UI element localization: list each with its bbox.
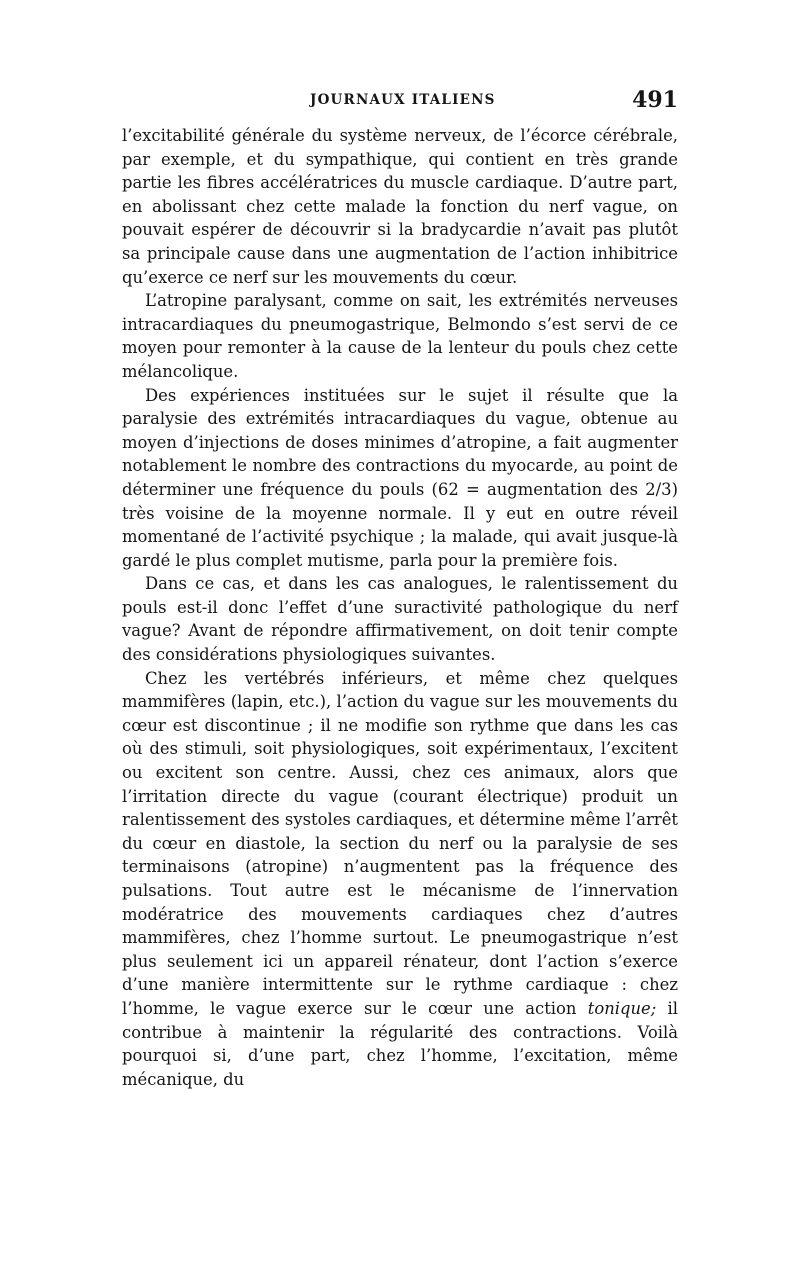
page-number: 491 [632, 87, 678, 113]
body-text [122, 124, 678, 1091]
paragraph-5-text-end: il contribue à maintenir la régularité des contractions. Voilà pourquoi si, d’une part, chez l’homme, l’excitation, même mécanique, du [122, 998, 678, 1089]
running-head [122, 87, 678, 124]
paragraph-5 [122, 667, 678, 1092]
paragraph-4: Dans ce cas, et dans les cas analogues, le ralentissement du pouls est-il donc l’effet d’une suractivité pathologique du nerf vague? Avant de répondre affirmativement, on doit tenir compte des considérations physiologiques suivantes. [122, 574, 678, 665]
book-page [122, 87, 678, 1091]
paragraph-5-text-start: Chez les vertébrés inférieurs, et même chez quelques mammifères (lapin, etc.), l’action du vague sur les mouvements du cœur est discontinue ; il ne modifie son rythme que dans les cas où des stimuli, soit physiologiques, soit expérimentaux, l’excitent ou excitent son centre. Aussi, chez ces animaux, alors que l’irritation directe du vague (courant électrique) produit un ralentissement des systoles cardiaques, et détermine même l’arrêt du cœur en diastole, la section du nerf ou la paralysie de ses terminaisons (atropine) n’augmentent pas la fréquence des pulsations. Tout autre est le mécanisme de l’innervation modératrice des mouvements cardiaques chez d’autres mammifères, chez l’homme surtout. Le pneumogastrique n’est plus seulement ici un appareil rénateur, dont l’action s’exerce d’une manière intermittente sur le rythme cardiaque : chez l’homme, le vague exerce sur le cœur une action [122, 668, 678, 1018]
running-title: JOURNAUX ITALIENS [310, 92, 496, 108]
paragraph-3: Des expériences instituées sur le sujet il résulte que la paralysie des extrémités intracardiaques du vague, obtenue au moyen d’injections de doses minimes d’atropine, a fait augmenter notablement le nombre des contractions du myocarde, au point de déterminer une fréquence du pouls (62 = augmentation des 2/3) très voisine de la moyenne normale. Il y eut en outre réveil momentané de l’activité psychique ; la malade, qui avait jusque-là gardé le plus complet mutisme, parla pour la première fois. [122, 385, 678, 570]
paragraph-1: l’excitabilité générale du système nerveux, de l’écorce cérébrale, par exemple, et du sympathique, qui contient en très grande partie les fibres accélératrices du muscle cardiaque. D’autre part, en abolissant chez cette malade la fonction du nerf vague, on pouvait espérer de découvrir si la bradycardie n’avait pas plutôt sa principale cause dans une augmentation de l’action inhibitrice qu’exerce ce nerf sur les mouvements du cœur. [122, 126, 678, 287]
paragraph-5-emphasis: tonique; [587, 998, 657, 1018]
paragraph-2: L’atropine paralysant, comme on sait, les extrémités nerveuses intracardiaques du pneumogastrique, Belmondo s’est servi de ce moyen pour remonter à la cause de la lenteur du pouls chez cette mélancolique. [122, 291, 678, 381]
